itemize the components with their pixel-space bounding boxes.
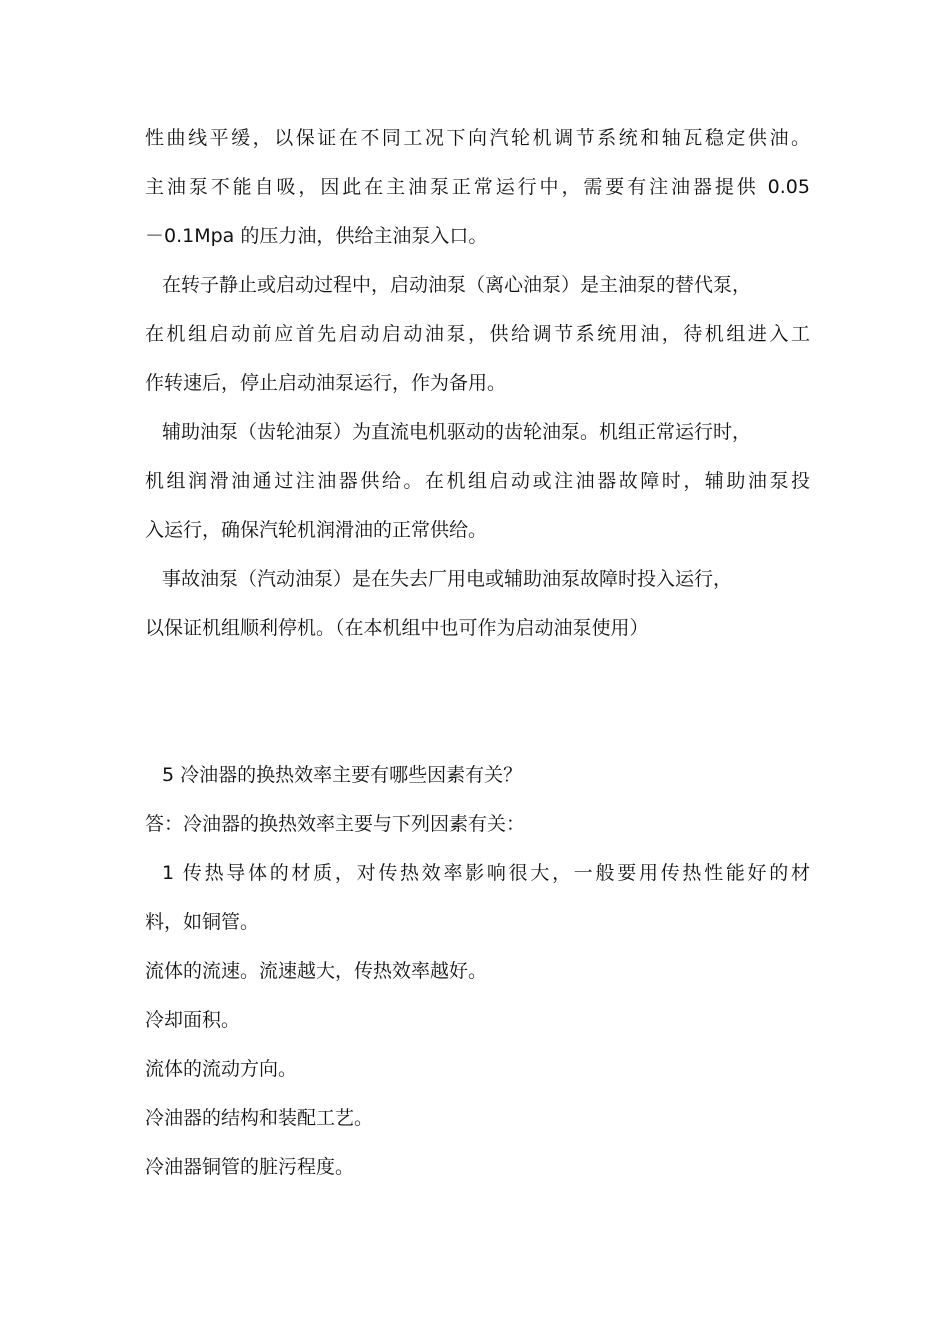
text-line: 主油泵不能自吸，因此在主油泵正常运行中，需要有注油器提供 0.05: [145, 176, 810, 198]
question-heading: 5 冷油器的换热效率主要有哪些因素有关？: [162, 764, 523, 786]
document-body: [145, 114, 810, 1192]
factor-item-continuation: 料，如铜管。: [145, 911, 260, 933]
factor-item: 流体的流动方向。: [145, 1058, 298, 1080]
text-line: 事故油泵（汽动油泵）是在失去厂用电或辅助油泵故障时投入运行，: [162, 568, 733, 590]
factor-item: 1 传热导体的材质，对传热效率影响很大，一般要用传热性能好的材: [162, 862, 810, 884]
factor-item: 流体的流速。流速越大，传热效率越好。: [145, 960, 488, 982]
answer-intro: 答：冷油器的换热效率主要与下列因素有关：: [145, 813, 526, 835]
factor-item: 冷油器铜管的脏污程度。: [145, 1156, 355, 1178]
text-line: 在转子静止或启动过程中，启动油泵（离心油泵）是主油泵的替代泵，: [162, 274, 752, 296]
factor-item: 冷油器的结构和装配工艺。: [145, 1107, 374, 1129]
text-line: 在机组启动前应首先启动启动油泵，供给调节系统用油，待机组进入工: [145, 323, 810, 345]
text-line: 入运行，确保汽轮机润滑油的正常供给。: [145, 519, 488, 541]
paragraph-gap: [145, 653, 810, 751]
text-line: 辅助油泵（齿轮油泵）为直流电机驱动的齿轮油泵。机组正常运行时，: [162, 421, 752, 443]
text-line: 机组润滑油通过注油器供给。在机组启动或注油器故障时，辅助油泵投: [145, 470, 810, 492]
text-line: －0.1Mpa 的压力油，供给主油泵入口。: [145, 225, 488, 247]
text-line: 作转速后，停止启动油泵运行，作为备用。: [145, 372, 507, 394]
factor-item: 冷却面积。: [145, 1009, 241, 1031]
text-line: 性曲线平缓，以保证在不同工况下向汽轮机调节系统和轴瓦稳定供油。: [145, 127, 810, 149]
text-line: 以保证机组顺利停机。（在本机组中也可作为启动油泵使用）: [145, 617, 649, 639]
